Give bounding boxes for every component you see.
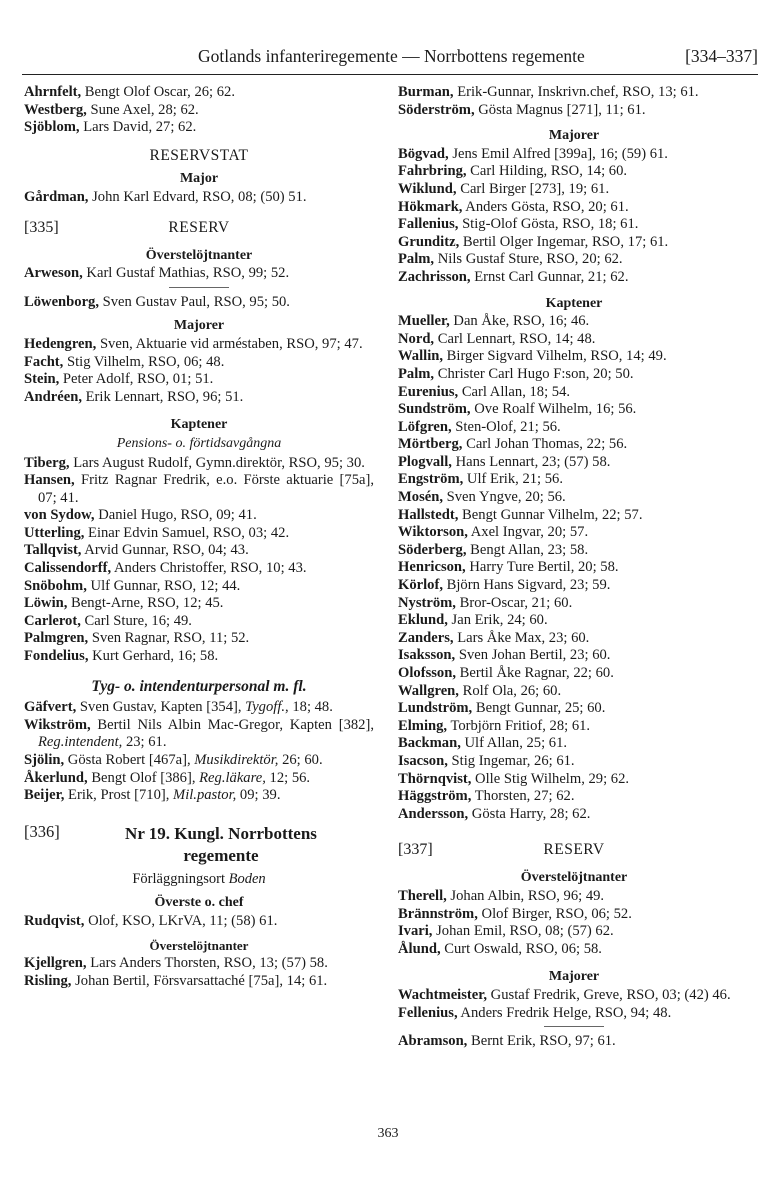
list-item	[398, 163, 750, 181]
entry-list	[24, 294, 374, 312]
entry-details: Bengt Olof Oscar, 26; 62.	[81, 84, 235, 100]
list-item	[398, 146, 750, 164]
entry-details: Ulf Gunnar, RSO, 12; 44.	[86, 577, 241, 594]
list-item	[24, 560, 374, 578]
list-item	[24, 507, 374, 525]
list-item	[24, 455, 374, 473]
entry-years: 26; 60.	[278, 752, 323, 768]
entry-details: Fritz Ragnar Fredrik, e.o. Förste aktuarie [75a], 07; 41.	[38, 472, 374, 506]
entry-surname: Engström,	[398, 471, 464, 488]
entry-surname: Ivari,	[398, 923, 433, 940]
garrison-label: Förläggningsort	[132, 870, 229, 887]
entry-surname: Wallgren,	[398, 682, 459, 699]
entry-surname: Ahrnfelt,	[24, 84, 82, 100]
section-number: [337]	[398, 841, 433, 859]
entry-surname: von Sydow,	[24, 507, 95, 524]
entry-surname: Hansen,	[24, 472, 75, 489]
entry-surname: Brännström,	[398, 905, 478, 922]
entry-surname: Thörnqvist,	[398, 770, 472, 787]
list-item	[398, 199, 750, 217]
entry-details: Olle Stig Wilhelm, 29; 62.	[471, 770, 630, 787]
entry-details: Ove Roalf Wilhelm, 16; 56.	[470, 401, 637, 418]
entry-details: Jens Emil Alfred [399a], 16; (59) 61.	[448, 145, 668, 162]
list-item	[398, 577, 750, 595]
entry-surname: Rudqvist,	[24, 912, 85, 929]
entry-details: Carl Allan, 18; 54.	[458, 383, 571, 400]
entry-surname: Mueller,	[398, 313, 450, 330]
entry-details: Erik, Prost [710],	[64, 787, 174, 804]
entry-details: Sven Gustav Paul, RSO, 95; 50.	[99, 293, 290, 310]
entry-surname: Löwin,	[24, 595, 68, 612]
entry-surname: Åkerlund,	[24, 769, 88, 786]
list-item	[398, 348, 750, 366]
entry-surname: Söderberg,	[398, 541, 467, 558]
list-item	[398, 331, 750, 349]
list-item	[398, 507, 750, 525]
list-item	[24, 699, 374, 717]
entry-details: Björn Hans Sigvard, 23; 59.	[443, 577, 611, 594]
entry-details: Sven Gustav, Kapten [354],	[76, 699, 246, 716]
entry-surname: Elming,	[398, 717, 448, 734]
list-item	[24, 389, 374, 407]
entry-surname: Körlof,	[398, 577, 443, 594]
entry-surname: Carlerot,	[24, 612, 81, 629]
list-item	[24, 613, 374, 631]
entry-surname: Burman,	[398, 84, 454, 100]
list-item	[24, 542, 374, 560]
left-column	[24, 84, 374, 990]
entry-surname: Fallenius,	[398, 216, 459, 233]
entry-details: Gösta Magnus [271], 11; 61.	[474, 101, 646, 118]
entry-surname: Sundström,	[398, 401, 471, 418]
entry-details: Torbjörn Fritiof, 28; 61.	[447, 717, 591, 734]
entry-details: Sven Yngve, 20; 56.	[443, 489, 566, 506]
entry-details: Bror-Oscar, 21; 60.	[455, 594, 573, 611]
section-title: RESERV	[168, 218, 230, 236]
entry-list	[398, 313, 750, 823]
rank-heading-overste-chef: Överste o. chef	[154, 895, 244, 911]
entry-details: Olof, KSO, LKrVA, 11; (58) 61.	[84, 912, 278, 929]
entry-details: Einar Edvin Samuel, RSO, 03; 42.	[84, 524, 290, 541]
list-item	[398, 471, 750, 489]
entry-details: Sven Ragnar, RSO, 11; 52.	[88, 630, 250, 647]
entry-details: Stig Vilhelm, RSO, 06; 48.	[63, 353, 225, 370]
entry-surname: Löfgren,	[398, 418, 452, 435]
divider-rule	[544, 1026, 604, 1027]
entry-details: Birger Sigvard Vilhelm, RSO, 14; 49.	[443, 348, 667, 365]
header-title: Gotlands infanteriregemente — Norrbottens regemente	[198, 46, 585, 66]
entry-surname: Isacson,	[398, 752, 448, 769]
entry-surname: Lundström,	[398, 700, 473, 717]
entry-list	[398, 146, 750, 287]
entry-details: Daniel Hugo, RSO, 09; 41.	[94, 507, 257, 524]
list-item	[24, 525, 374, 543]
entry-surname: Wachtmeister,	[398, 986, 488, 1003]
entry-surname: Zachrisson,	[398, 268, 471, 285]
rank-heading-overstelojtnanter-2: Överstelöjtnanter	[149, 937, 249, 953]
entry-details: Curt Oswald, RSO, 06; 58.	[440, 940, 602, 957]
rank-heading-kaptener: Kaptener	[545, 295, 603, 311]
list-item	[24, 717, 374, 752]
entry-list	[24, 913, 374, 931]
entry-details: Johan Emil, RSO, 08; (57) 62.	[432, 923, 614, 940]
list-item	[398, 251, 750, 269]
entry-surname: Snöbohm,	[24, 577, 87, 594]
entry-surname: Eklund,	[398, 612, 448, 629]
entry-details: Lars David, 27; 62.	[79, 119, 197, 136]
entry-details: Axel Ingvar, 20; 57.	[467, 524, 589, 541]
entry-details: Olof Birger, RSO, 06; 52.	[477, 905, 632, 922]
entry-details: Sune Axel, 28; 62.	[86, 101, 199, 118]
regiment-section-number: [336]	[24, 821, 60, 841]
entry-title: Reg.läkare,	[199, 769, 266, 786]
list-item	[398, 454, 750, 472]
regiment-heading	[24, 823, 374, 867]
entry-details: Lars Åke Max, 23; 60.	[453, 629, 590, 646]
entry-surname: Isaksson,	[398, 647, 456, 664]
entry-details: Stig-Olof Gösta, RSO, 18; 61.	[458, 216, 639, 233]
list-item	[24, 913, 374, 931]
list-item	[24, 371, 374, 389]
entry-surname: Westberg,	[24, 101, 87, 118]
entry-details: Nils Gustaf Sture, RSO, 20; 62.	[434, 251, 623, 268]
entry-title: Musikdirektör,	[194, 752, 279, 768]
entry-surname: Wikström,	[24, 716, 91, 733]
entry-surname: Plogvall,	[398, 453, 452, 470]
entry-details: Bengt Olof [386],	[87, 769, 200, 786]
entry-details: Bernt Erik, RSO, 97; 61.	[467, 1033, 616, 1050]
list-item	[398, 401, 750, 419]
entry-details: Kurt Gerhard, 16; 58.	[88, 648, 219, 665]
entry-surname: Sjöblom,	[24, 119, 80, 136]
entry-surname: Zanders,	[398, 629, 454, 646]
entry-list	[24, 955, 374, 990]
rank-heading-majorer-2: Majorer	[548, 969, 600, 985]
header-rule	[22, 74, 758, 75]
entry-surname: Löwenborg,	[24, 293, 99, 310]
list-item	[398, 987, 750, 1005]
list-item	[398, 216, 750, 234]
entry-surname: Gårdman,	[24, 188, 89, 205]
section-337	[398, 841, 750, 863]
entry-years: 23; 61.	[122, 734, 167, 751]
entry-list	[24, 336, 374, 406]
list-item	[398, 718, 750, 736]
list-item	[24, 770, 374, 788]
list-item	[24, 973, 374, 991]
list-item	[398, 683, 750, 701]
entry-surname: Beijer,	[24, 787, 65, 804]
entry-surname: Palm,	[398, 251, 435, 268]
entry-details: Anders Christoffer, RSO, 10; 43.	[111, 560, 307, 577]
list-item	[398, 1033, 750, 1051]
entry-list	[24, 265, 374, 283]
list-item	[24, 102, 374, 120]
list-item	[398, 788, 750, 806]
entry-title: Reg.intendent,	[38, 734, 123, 751]
entry-details: Harry Ture Bertil, 20; 58.	[465, 559, 619, 576]
list-item	[398, 102, 750, 120]
entry-details: Carl Birger [273], 19; 61.	[456, 180, 610, 197]
list-item	[24, 294, 374, 312]
subheading-pensions: Pensions- o. förtidsavgångna	[116, 435, 282, 451]
list-item	[24, 578, 374, 596]
entry-surname: Palmgren,	[24, 630, 89, 647]
entry-list	[24, 189, 374, 207]
entry-surname: Nord,	[398, 330, 435, 347]
list-item	[398, 366, 750, 384]
entry-details: Gösta Harry, 28; 62.	[468, 805, 591, 822]
entry-details: Gösta Robert [467a],	[64, 752, 195, 768]
list-item	[398, 665, 750, 683]
entry-surname: Bögvad,	[398, 145, 449, 162]
entry-surname: Palm,	[398, 365, 435, 382]
entry-details: John Karl Edvard, RSO, 08; (50) 51.	[88, 188, 307, 205]
entry-details: Carl Hilding, RSO, 14; 60.	[466, 163, 628, 180]
entry-details: Bengt Allan, 23; 58.	[466, 541, 589, 558]
list-item	[398, 923, 750, 941]
entry-surname: Fahrbring,	[398, 163, 467, 180]
entry-details: Rolf Ola, 26; 60.	[458, 682, 562, 699]
entry-details: Bengt Gunnar, 25; 60.	[472, 700, 606, 717]
entry-details: Ernst Carl Gunnar, 21; 62.	[470, 268, 629, 285]
entry-surname: Calissendorff,	[24, 560, 112, 577]
entry-details: Carl Lennart, RSO, 14; 48.	[434, 330, 596, 347]
entry-surname: Fondelius,	[24, 648, 89, 665]
entry-details: Lars Anders Thorsten, RSO, 13; (57) 58.	[86, 955, 328, 972]
entry-surname: Hedengren,	[24, 335, 97, 352]
entry-details: Bertil Åke Ragnar, 22; 60.	[455, 665, 614, 681]
entry-details: Anders Gösta, RSO, 20; 61.	[462, 198, 629, 215]
entry-details: Bertil Nils Albin Mac-Gregor, Kapten [382],	[90, 716, 374, 733]
list-item	[398, 542, 750, 560]
entry-surname: Söderström,	[398, 101, 475, 118]
entry-surname: Tiberg,	[24, 454, 70, 471]
list-item	[398, 269, 750, 287]
list-item	[398, 181, 750, 199]
entry-details: Carl Sture, 16; 49.	[80, 612, 192, 629]
entry-details: Anders Fredrik Helge, RSO, 94; 48.	[457, 1004, 672, 1021]
entry-details: Johan Albin, RSO, 96; 49.	[446, 887, 605, 904]
entry-surname: Facht,	[24, 353, 64, 370]
entry-surname: Andréen,	[24, 388, 82, 405]
entry-surname: Hökmark,	[398, 198, 463, 215]
garrison-line	[24, 871, 374, 889]
entry-details: Erik-Gunnar, Inskrivn.chef, RSO, 13; 61.	[453, 84, 699, 100]
list-item	[398, 735, 750, 753]
entry-surname: Eurenius,	[398, 383, 459, 400]
entry-years: , 18; 48.	[285, 699, 333, 716]
subheading-tyg: Tyg- o. intendenturpersonal m. fl.	[91, 677, 307, 695]
list-item	[24, 955, 374, 973]
entry-list	[24, 84, 374, 137]
list-item	[398, 419, 750, 437]
entry-details: Bengt-Arne, RSO, 12; 45.	[67, 595, 224, 612]
list-item	[24, 630, 374, 648]
rank-heading-major: Major	[179, 171, 219, 187]
list-item	[398, 700, 750, 718]
entry-details: Jan Erik, 24; 60.	[447, 612, 548, 629]
list-item	[24, 472, 374, 507]
entry-surname: Ålund,	[398, 940, 441, 957]
list-item	[24, 119, 374, 137]
list-item	[398, 806, 750, 824]
entry-details: Sten-Olof, 21; 56.	[451, 418, 561, 435]
section-number: [335]	[24, 218, 59, 236]
rank-heading-kaptener: Kaptener	[170, 417, 228, 433]
rank-heading-overstelojtnanter: Överstelöjtnanter	[520, 870, 628, 886]
entry-surname: Olofsson,	[398, 665, 456, 681]
entry-list	[398, 84, 750, 119]
entry-list	[398, 987, 750, 1022]
entry-surname: Grunditz,	[398, 233, 460, 250]
list-item	[398, 489, 750, 507]
list-item	[398, 630, 750, 648]
list-item	[398, 84, 750, 102]
list-item	[24, 752, 374, 770]
entry-details: Dan Åke, RSO, 16; 46.	[449, 313, 590, 330]
list-item	[398, 888, 750, 906]
list-item	[398, 384, 750, 402]
list-item	[398, 559, 750, 577]
entry-surname: Mosén,	[398, 489, 443, 506]
entry-surname: Utterling,	[24, 524, 85, 541]
list-item	[398, 436, 750, 454]
entry-title: Mil.pastor,	[173, 787, 237, 804]
section-heading-reservstat: RESERVSTAT	[149, 146, 249, 164]
list-item	[24, 354, 374, 372]
entry-surname: Therell,	[398, 887, 447, 904]
entry-surname: Sjölin,	[24, 752, 65, 768]
list-item	[398, 753, 750, 771]
entry-details: Sven, Aktuarie vid arméstaben, RSO, 97; 47.	[96, 335, 363, 352]
list-item	[398, 771, 750, 789]
entry-surname: Arweson,	[24, 265, 83, 282]
rank-heading-majorer: Majorer	[548, 128, 600, 144]
entry-surname: Nyström,	[398, 594, 456, 611]
entry-surname: Hallstedt,	[398, 506, 459, 523]
list-item	[24, 648, 374, 666]
entry-details: Karl Gustaf Mathias, RSO, 99; 52.	[82, 265, 290, 282]
entry-details: Bengt Gunnar Vilhelm, 22; 57.	[458, 506, 643, 523]
entry-details: Johan Bertil, Försvarsattaché [75a], 14; 61.	[71, 972, 328, 989]
entry-surname: Andersson,	[398, 805, 469, 822]
entry-details: Christer Carl Hugo F:son, 20; 50.	[434, 365, 634, 382]
entry-surname: Tallqvist,	[24, 542, 82, 559]
entry-details: Lars August Rudolf, Gymn.direktör, RSO, 95; 30.	[69, 454, 365, 471]
list-item	[24, 336, 374, 354]
entry-details: Stig Ingemar, 26; 61.	[447, 752, 575, 769]
list-item	[398, 612, 750, 630]
list-item	[24, 84, 374, 102]
entry-surname: Risling,	[24, 972, 72, 989]
entry-surname: Wiklund,	[398, 180, 457, 197]
rank-heading-overstelojtnanter: Överstelöjtnanter	[145, 247, 253, 263]
garrison-place: Boden	[228, 870, 266, 887]
entry-surname: Wiktorson,	[398, 524, 468, 541]
entry-details: Erik Lennart, RSO, 96; 51.	[81, 388, 244, 405]
entry-details: Gustaf Fredrik, Greve, RSO, 03; (42) 46.	[487, 986, 731, 1003]
entry-details: Bertil Olger Ingemar, RSO, 17; 61.	[459, 233, 669, 250]
regiment-title: Nr 19. Kungl. Norrbottens regemente	[125, 823, 317, 865]
entry-years: 12; 56.	[265, 769, 311, 786]
entry-surname: Abramson,	[398, 1033, 468, 1050]
entry-surname: Wallin,	[398, 348, 444, 365]
entry-surname: Backman,	[398, 735, 461, 752]
list-item	[24, 595, 374, 613]
entry-list	[24, 455, 374, 666]
list-item	[24, 189, 374, 207]
entry-surname: Henricson,	[398, 559, 466, 576]
list-item	[398, 595, 750, 613]
entry-surname: Kjellgren,	[24, 955, 87, 972]
entry-surname: Gäfvert,	[24, 699, 77, 716]
entry-details: Carl Johan Thomas, 22; 56.	[462, 436, 628, 453]
tyg-list	[24, 699, 374, 805]
page-number: 363	[377, 1126, 399, 1141]
entry-title: Tygoff.	[245, 699, 286, 716]
list-item	[398, 234, 750, 252]
entry-details: Hans Lennart, 23; (57) 58.	[451, 453, 611, 470]
list-item	[24, 787, 374, 805]
list-item	[398, 941, 750, 959]
entry-surname: Stein,	[24, 371, 60, 388]
entry-list	[398, 1033, 750, 1051]
list-item	[24, 265, 374, 283]
list-item	[398, 1005, 750, 1023]
entry-details: Arvid Gunnar, RSO, 04; 43.	[81, 542, 249, 559]
entry-details: Sven Johan Bertil, 23; 60.	[455, 647, 611, 664]
entry-surname: Häggström,	[398, 788, 472, 805]
header-page-range: [334–337]	[685, 46, 758, 66]
list-item	[398, 647, 750, 665]
list-item	[398, 313, 750, 331]
list-item	[398, 524, 750, 542]
entry-surname: Mörtberg,	[398, 436, 463, 453]
entry-list	[398, 888, 750, 958]
entry-details: Ulf Erik, 21; 56.	[463, 471, 563, 488]
entry-details: Ulf Allan, 25; 61.	[460, 735, 568, 752]
entry-surname: Fellenius,	[398, 1004, 458, 1021]
divider-rule	[169, 287, 229, 288]
entry-details: Thorsten, 27; 62.	[471, 788, 575, 805]
entry-years: 09; 39.	[236, 787, 281, 804]
list-item	[398, 906, 750, 924]
right-column	[398, 84, 750, 1051]
section-335	[24, 219, 374, 241]
entry-details: Peter Adolf, RSO, 01; 51.	[59, 371, 214, 388]
running-header	[20, 46, 760, 70]
section-title: RESERV	[543, 841, 605, 859]
rank-heading-majorer: Majorer	[173, 318, 225, 334]
